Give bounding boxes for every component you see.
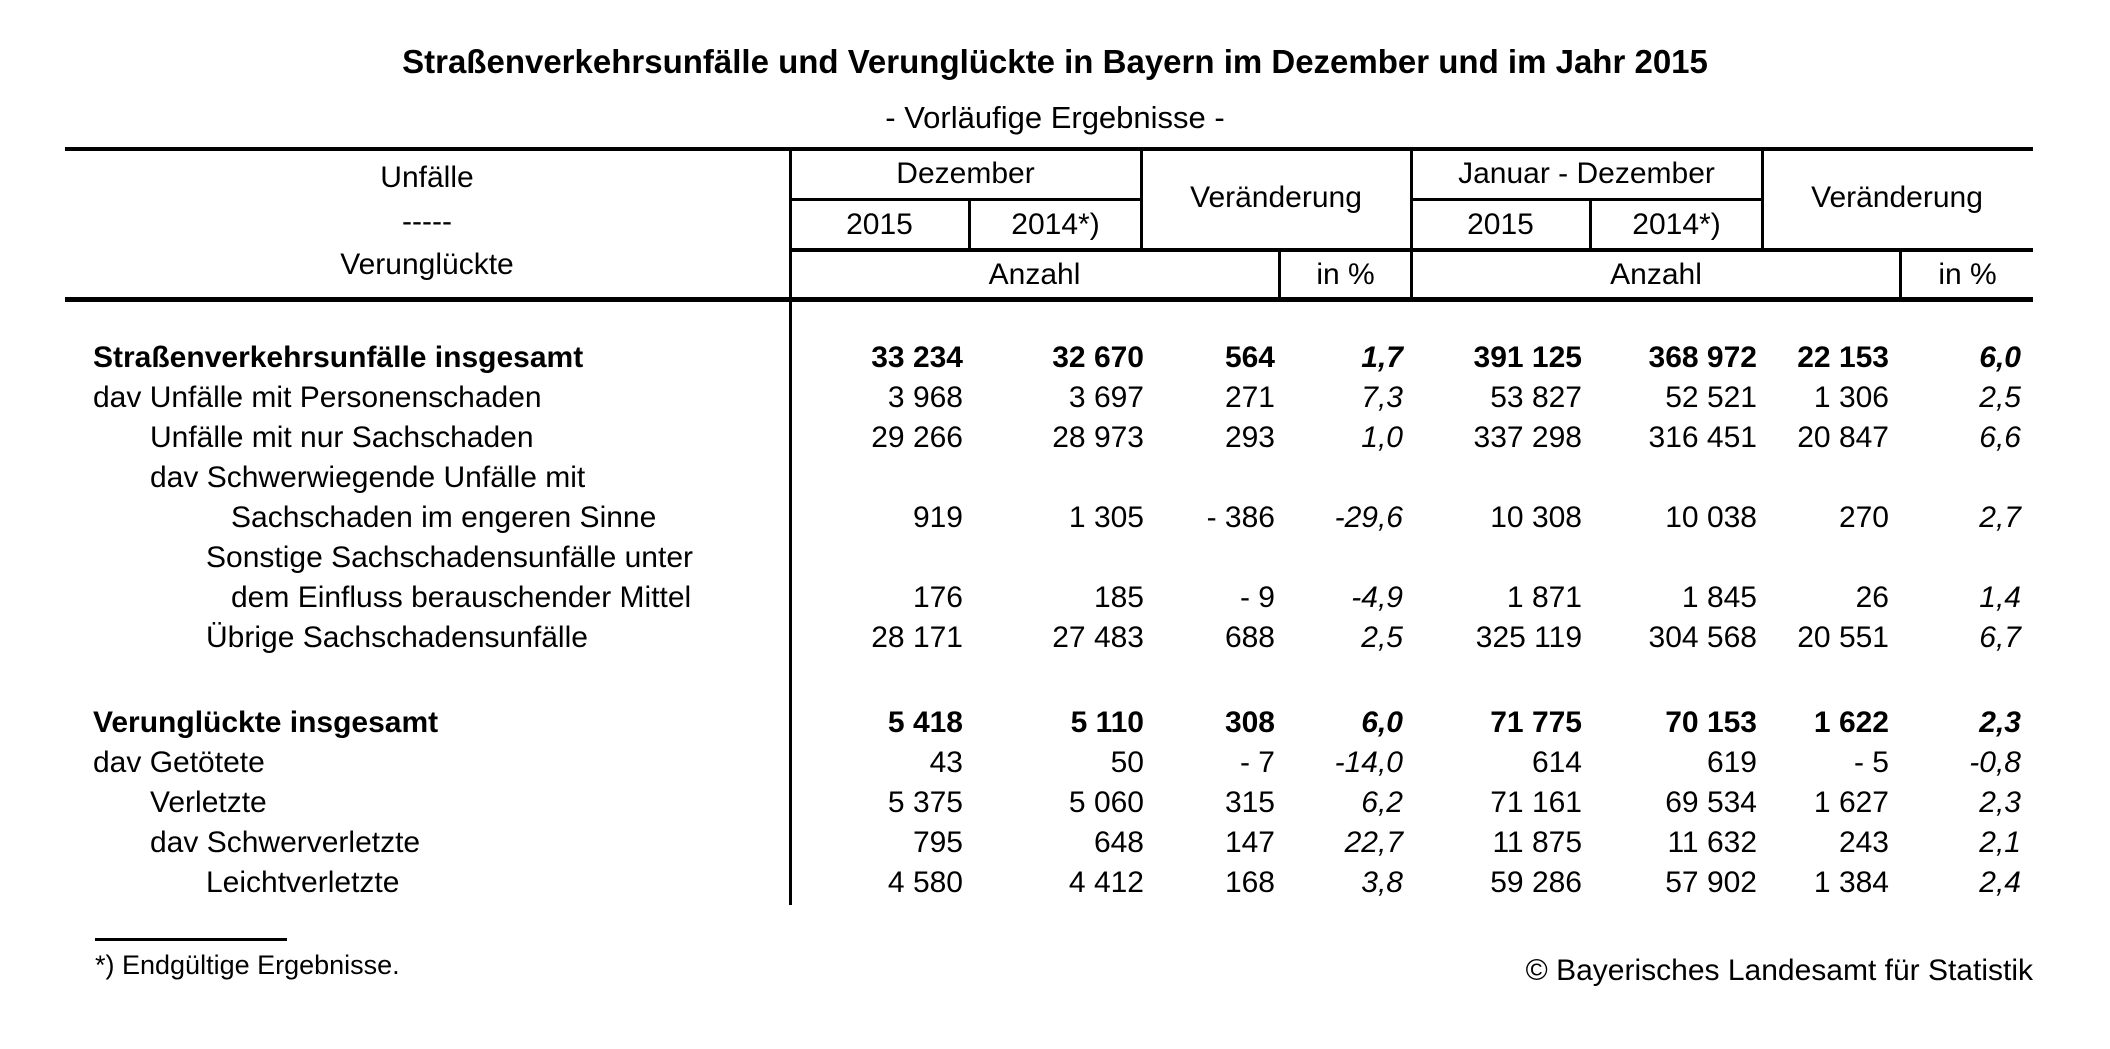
table-row <box>0 538 2110 578</box>
value-cell-count: 614 <box>1531 746 1582 779</box>
value-cell-percent: -4,9 <box>1351 581 1403 614</box>
value-cell-count: - 9 <box>1239 581 1275 614</box>
row-label: dem Einfluss berauschender Mittel <box>231 581 692 614</box>
value-cell-percent: 2,4 <box>1979 866 2021 899</box>
row-label: dav Schwerverletzte <box>150 826 421 859</box>
value-cell-count: 71 161 <box>1490 786 1582 819</box>
col-header-dez-2015: 2015 <box>846 208 913 241</box>
row-label: dav Getötete <box>93 746 265 779</box>
table-row <box>0 498 2110 538</box>
value-cell-count: 368 972 <box>1648 341 1757 374</box>
value-cell-percent: 7,3 <box>1361 381 1403 414</box>
col-header-jan-2014: 2014*) <box>1632 208 1721 241</box>
value-cell-percent: 2,3 <box>1979 706 2021 739</box>
row-label: Unfälle mit nur Sachschaden <box>150 421 534 454</box>
value-cell-count: 243 <box>1838 826 1889 859</box>
value-cell-count: 4 412 <box>1068 866 1144 899</box>
value-cell-percent: 6,6 <box>1979 421 2021 454</box>
table-row <box>0 863 2110 903</box>
value-cell-count: 1 871 <box>1506 581 1582 614</box>
row-label: Verunglückte insgesamt <box>93 706 439 739</box>
value-cell-percent: 22,7 <box>1344 826 1403 859</box>
value-cell-count: 1 622 <box>1813 706 1889 739</box>
table-row <box>0 618 2110 658</box>
table-top-border <box>65 147 2033 151</box>
value-cell-count: 69 534 <box>1665 786 1757 819</box>
value-cell-count: 1 306 <box>1813 381 1889 414</box>
value-cell-count: 28 973 <box>1052 421 1144 454</box>
value-cell-count: 27 483 <box>1052 621 1144 654</box>
table-row <box>0 823 2110 863</box>
value-cell-count: 316 451 <box>1648 421 1757 454</box>
row-label: Leichtverletzte <box>206 866 400 899</box>
table-row <box>0 743 2110 783</box>
value-cell-percent: 2,1 <box>1979 826 2021 859</box>
value-cell-count: 919 <box>912 501 963 534</box>
col-header-jan-2015: 2015 <box>1467 208 1534 241</box>
value-cell-count: - 386 <box>1206 501 1275 534</box>
unit-header-pct-right: in % <box>1938 258 1997 291</box>
value-cell-count: - 5 <box>1853 746 1889 779</box>
value-cell-percent: 2,5 <box>1979 381 2021 414</box>
value-cell-percent: 3,8 <box>1361 866 1403 899</box>
value-cell-count: 1 845 <box>1681 581 1757 614</box>
stub-header-dashes: ----- <box>402 205 452 238</box>
col-group-dezember: Dezember <box>896 157 1035 190</box>
value-cell-count: 619 <box>1706 746 1757 779</box>
value-cell-percent: 6,2 <box>1361 786 1403 819</box>
col-group-veraenderung-right: Veränderung <box>1811 181 1983 214</box>
value-cell-count: 33 234 <box>871 341 963 374</box>
value-cell-count: 391 125 <box>1473 341 1582 374</box>
value-cell-count: 22 153 <box>1797 341 1889 374</box>
unit-header-pct-left: in % <box>1316 258 1375 291</box>
col-header-dez-2014: 2014*) <box>1011 208 1100 241</box>
value-cell-percent: 6,7 <box>1979 621 2021 654</box>
value-cell-count: 325 119 <box>1475 621 1582 654</box>
value-cell-count: 11 875 <box>1492 826 1582 859</box>
value-cell-count: 43 <box>929 746 963 779</box>
value-cell-count: 3 968 <box>887 381 963 414</box>
value-cell-count: 50 <box>1110 746 1144 779</box>
unit-header-anzahl-right: Anzahl <box>1610 258 1702 291</box>
header-bottom-rule <box>65 297 2033 302</box>
stub-header-verungglueckte: Verunglückte <box>340 248 514 281</box>
value-cell-count: 648 <box>1093 826 1144 859</box>
value-cell-count: 1 305 <box>1068 501 1144 534</box>
value-cell-count: 185 <box>1093 581 1144 614</box>
value-cell-count: 26 <box>1855 581 1889 614</box>
value-cell-count: 10 038 <box>1665 501 1757 534</box>
value-cell-count: 5 060 <box>1068 786 1144 819</box>
value-cell-count: 5 375 <box>887 786 963 819</box>
value-cell-count: 168 <box>1224 866 1275 899</box>
value-cell-count: 315 <box>1224 786 1275 819</box>
value-cell-count: 337 298 <box>1473 421 1582 454</box>
value-cell-count: 308 <box>1224 706 1275 739</box>
unit-header-anzahl-left: Anzahl <box>988 258 1081 291</box>
value-cell-percent: -29,6 <box>1334 501 1403 534</box>
value-cell-count: 5 110 <box>1070 706 1144 739</box>
value-cell-count: 53 827 <box>1490 381 1582 414</box>
value-cell-percent: 6,0 <box>1979 341 2021 374</box>
value-cell-count: 795 <box>912 826 963 859</box>
col-group-veraenderung-left: Veränderung <box>1190 181 1362 214</box>
row-label: dav Unfälle mit Personenschaden <box>93 381 542 414</box>
table-row <box>0 378 2110 418</box>
value-cell-percent: 1,7 <box>1361 341 1403 374</box>
col-group-januar-dezember: Januar - Dezember <box>1458 157 1715 190</box>
value-cell-percent: -0,8 <box>1969 746 2021 779</box>
row-label: Übrige Sachschadensunfälle <box>206 621 588 654</box>
value-cell-count: 3 697 <box>1068 381 1144 414</box>
value-cell-count: - 7 <box>1239 746 1275 779</box>
row-label: dav Schwerwiegende Unfälle mit <box>150 461 586 494</box>
value-cell-percent: 1,0 <box>1361 421 1403 454</box>
value-cell-count: 57 902 <box>1665 866 1757 899</box>
value-cell-count: 52 521 <box>1665 381 1757 414</box>
table-row <box>0 703 2110 743</box>
value-cell-percent: -14,0 <box>1334 746 1403 779</box>
row-label: Sonstige Sachschadensunfälle unter <box>206 541 694 574</box>
value-cell-percent: 2,3 <box>1979 786 2021 819</box>
value-cell-count: 10 308 <box>1490 501 1582 534</box>
value-cell-count: 29 266 <box>871 421 963 454</box>
value-cell-count: 176 <box>912 581 963 614</box>
table-row <box>0 338 2110 378</box>
value-cell-percent: 2,7 <box>1979 501 2021 534</box>
value-cell-count: 271 <box>1224 381 1275 414</box>
row-label: Verletzte <box>150 786 267 819</box>
value-cell-count: 293 <box>1224 421 1275 454</box>
copyright-text: © Bayerisches Landesamt für Statistik <box>1525 954 2033 987</box>
value-cell-count: 147 <box>1224 826 1275 859</box>
value-cell-count: 270 <box>1838 501 1889 534</box>
footnote-rule <box>95 938 287 941</box>
value-cell-count: 32 670 <box>1052 341 1144 374</box>
row-label: Straßenverkehrsunfälle insgesamt <box>93 341 584 374</box>
value-cell-count: 564 <box>1224 341 1275 374</box>
stub-header-unfaelle: Unfälle <box>380 161 474 194</box>
value-cell-count: 28 171 <box>871 621 963 654</box>
value-cell-count: 70 153 <box>1665 706 1757 739</box>
value-cell-count: 11 632 <box>1667 826 1757 859</box>
value-cell-count: 71 775 <box>1490 706 1582 739</box>
footnote-text: *) Endgültige Ergebnisse. <box>95 950 400 980</box>
value-cell-count: 4 580 <box>887 866 963 899</box>
row-label: Sachschaden im engeren Sinne <box>231 501 657 534</box>
table-row <box>0 578 2110 618</box>
table-row <box>0 783 2110 823</box>
value-cell-count: 1 384 <box>1813 866 1889 899</box>
value-cell-count: 688 <box>1224 621 1275 654</box>
value-cell-count: 20 551 <box>1797 621 1889 654</box>
value-cell-count: 20 847 <box>1797 421 1889 454</box>
value-cell-percent: 1,4 <box>1979 581 2021 614</box>
value-cell-percent: 2,5 <box>1361 621 1403 654</box>
table-row <box>0 418 2110 458</box>
page-subtitle: - Vorläufige Ergebnisse - <box>885 100 1225 135</box>
value-cell-count: 59 286 <box>1490 866 1582 899</box>
value-cell-count: 304 568 <box>1648 621 1757 654</box>
value-cell-count: 5 418 <box>887 706 963 739</box>
page-title: Straßenverkehrsunfälle und Verunglückte in Bayern im Dezember und im Jahr 2015 <box>402 43 1708 80</box>
value-cell-percent: 6,0 <box>1361 706 1403 739</box>
value-cell-count: 1 627 <box>1813 786 1889 819</box>
table-row <box>0 458 2110 498</box>
